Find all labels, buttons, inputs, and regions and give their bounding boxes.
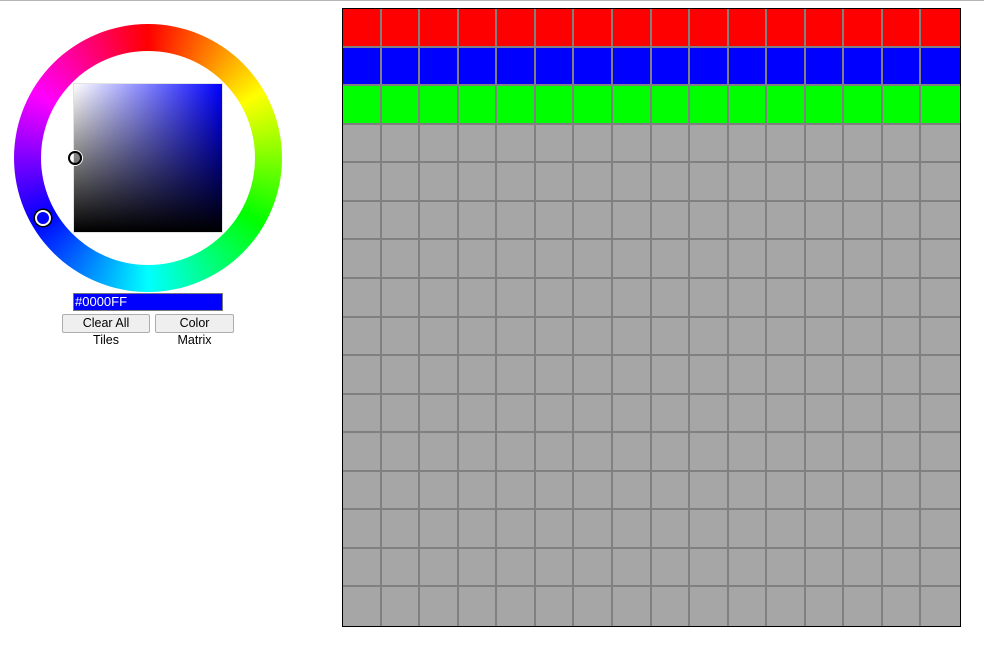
tile[interactable] (844, 48, 883, 87)
tile[interactable] (459, 395, 498, 434)
tile[interactable] (883, 48, 922, 87)
tile[interactable] (459, 163, 498, 202)
tile[interactable] (574, 86, 613, 125)
tile[interactable] (420, 163, 459, 202)
tile[interactable] (921, 587, 960, 626)
tile[interactable] (382, 587, 421, 626)
tile[interactable] (343, 125, 382, 164)
tile[interactable] (921, 86, 960, 125)
tile[interactable] (883, 433, 922, 472)
tile[interactable] (343, 9, 382, 48)
tile[interactable] (343, 433, 382, 472)
tile[interactable] (690, 125, 729, 164)
tile[interactable] (420, 9, 459, 48)
tile[interactable] (382, 48, 421, 87)
tile[interactable] (652, 202, 691, 241)
tile[interactable] (613, 163, 652, 202)
tile[interactable] (459, 510, 498, 549)
tile[interactable] (343, 163, 382, 202)
tile[interactable] (497, 318, 536, 357)
tile[interactable] (767, 318, 806, 357)
tile[interactable] (382, 279, 421, 318)
tile[interactable] (536, 125, 575, 164)
tile[interactable] (883, 202, 922, 241)
tile[interactable] (844, 356, 883, 395)
tile[interactable] (536, 279, 575, 318)
tile[interactable] (844, 125, 883, 164)
tile[interactable] (420, 48, 459, 87)
tile[interactable] (921, 472, 960, 511)
tile[interactable] (574, 202, 613, 241)
tile[interactable] (613, 549, 652, 588)
tile[interactable] (690, 395, 729, 434)
tile[interactable] (459, 279, 498, 318)
tile[interactable] (613, 240, 652, 279)
tile[interactable] (497, 433, 536, 472)
tile[interactable] (613, 318, 652, 357)
tile[interactable] (844, 86, 883, 125)
tile[interactable] (806, 240, 845, 279)
tile[interactable] (497, 279, 536, 318)
tile[interactable] (382, 240, 421, 279)
tile[interactable] (729, 279, 768, 318)
tile[interactable] (690, 318, 729, 357)
tile[interactable] (690, 356, 729, 395)
tile[interactable] (652, 356, 691, 395)
tile[interactable] (690, 48, 729, 87)
tile[interactable] (729, 549, 768, 588)
tile[interactable] (652, 472, 691, 511)
tile[interactable] (574, 433, 613, 472)
tile[interactable] (382, 395, 421, 434)
tile[interactable] (536, 318, 575, 357)
tile-grid (342, 8, 961, 627)
tile[interactable] (883, 510, 922, 549)
tile[interactable] (343, 395, 382, 434)
tile[interactable] (652, 318, 691, 357)
tile[interactable] (497, 9, 536, 48)
tile[interactable] (459, 472, 498, 511)
tile[interactable] (729, 125, 768, 164)
tile[interactable] (729, 395, 768, 434)
tile[interactable] (767, 395, 806, 434)
tile[interactable] (844, 202, 883, 241)
tile[interactable] (844, 587, 883, 626)
tile[interactable] (382, 549, 421, 588)
tile[interactable] (690, 86, 729, 125)
tile[interactable] (536, 587, 575, 626)
tile[interactable] (613, 472, 652, 511)
tile[interactable] (767, 279, 806, 318)
tile[interactable] (613, 395, 652, 434)
tile[interactable] (382, 86, 421, 125)
tile[interactable] (844, 549, 883, 588)
tile[interactable] (844, 395, 883, 434)
tile[interactable] (921, 318, 960, 357)
tile[interactable] (767, 86, 806, 125)
tile[interactable] (767, 125, 806, 164)
tile[interactable] (536, 356, 575, 395)
tile[interactable] (574, 510, 613, 549)
tile[interactable] (613, 125, 652, 164)
tile[interactable] (536, 48, 575, 87)
tile[interactable] (883, 163, 922, 202)
tile[interactable] (497, 86, 536, 125)
tile[interactable] (690, 587, 729, 626)
tile[interactable] (497, 472, 536, 511)
tile[interactable] (806, 395, 845, 434)
tile[interactable] (921, 125, 960, 164)
tile[interactable] (382, 433, 421, 472)
tile[interactable] (806, 472, 845, 511)
tile[interactable] (652, 86, 691, 125)
tile[interactable] (767, 356, 806, 395)
tile[interactable] (767, 472, 806, 511)
tile[interactable] (459, 240, 498, 279)
tile[interactable] (382, 510, 421, 549)
tile[interactable] (459, 433, 498, 472)
tile[interactable] (844, 279, 883, 318)
tile[interactable] (459, 86, 498, 125)
tile[interactable] (844, 472, 883, 511)
tile[interactable] (729, 472, 768, 511)
tile[interactable] (652, 549, 691, 588)
tile[interactable] (690, 510, 729, 549)
tile[interactable] (921, 356, 960, 395)
tile[interactable] (497, 202, 536, 241)
tile[interactable] (536, 86, 575, 125)
tile[interactable] (613, 510, 652, 549)
tile[interactable] (729, 510, 768, 549)
tile[interactable] (652, 433, 691, 472)
tile[interactable] (420, 472, 459, 511)
tile[interactable] (806, 86, 845, 125)
tile[interactable] (382, 163, 421, 202)
tile[interactable] (574, 356, 613, 395)
tile[interactable] (767, 202, 806, 241)
tile[interactable] (420, 510, 459, 549)
tile[interactable] (420, 587, 459, 626)
tile[interactable] (806, 279, 845, 318)
tile[interactable] (574, 395, 613, 434)
tile[interactable] (613, 356, 652, 395)
tile[interactable] (459, 587, 498, 626)
tile[interactable] (883, 587, 922, 626)
tile[interactable] (729, 202, 768, 241)
tile[interactable] (806, 549, 845, 588)
tile[interactable] (844, 510, 883, 549)
tile[interactable] (343, 510, 382, 549)
tile[interactable] (343, 472, 382, 511)
tile[interactable] (343, 48, 382, 87)
tile[interactable] (690, 163, 729, 202)
tile[interactable] (574, 125, 613, 164)
tile[interactable] (574, 587, 613, 626)
tile[interactable] (767, 48, 806, 87)
tile[interactable] (574, 279, 613, 318)
tile[interactable] (574, 163, 613, 202)
tile[interactable] (767, 240, 806, 279)
tile[interactable] (767, 163, 806, 202)
tile[interactable] (613, 587, 652, 626)
tile[interactable] (343, 240, 382, 279)
tile[interactable] (459, 9, 498, 48)
tile[interactable] (420, 549, 459, 588)
tile[interactable] (690, 472, 729, 511)
tile[interactable] (883, 472, 922, 511)
tile[interactable] (921, 240, 960, 279)
tile[interactable] (420, 356, 459, 395)
tile[interactable] (729, 86, 768, 125)
tile[interactable] (382, 318, 421, 357)
tile[interactable] (806, 587, 845, 626)
tile[interactable] (343, 202, 382, 241)
tile[interactable] (459, 202, 498, 241)
tile[interactable] (767, 549, 806, 588)
tile[interactable] (382, 9, 421, 48)
tile[interactable] (729, 48, 768, 87)
tile[interactable] (883, 240, 922, 279)
tile[interactable] (652, 395, 691, 434)
saturation-value-handle[interactable] (68, 151, 82, 165)
tile[interactable] (652, 240, 691, 279)
tile[interactable] (574, 9, 613, 48)
tile[interactable] (420, 433, 459, 472)
clear-all-tiles-button[interactable]: Clear All Tiles (62, 314, 150, 333)
tile[interactable] (729, 356, 768, 395)
tile[interactable] (574, 472, 613, 511)
tile[interactable] (767, 510, 806, 549)
tile[interactable] (536, 395, 575, 434)
color-picker (0, 0, 300, 347)
tile[interactable] (883, 395, 922, 434)
tile[interactable] (497, 549, 536, 588)
tile[interactable] (883, 125, 922, 164)
tile[interactable] (459, 125, 498, 164)
tile[interactable] (690, 202, 729, 241)
tile[interactable] (536, 163, 575, 202)
tile[interactable] (420, 86, 459, 125)
tile[interactable] (690, 433, 729, 472)
tile[interactable] (806, 163, 845, 202)
tile[interactable] (806, 510, 845, 549)
tile[interactable] (844, 163, 883, 202)
tile[interactable] (883, 318, 922, 357)
tile[interactable] (690, 9, 729, 48)
tile[interactable] (729, 240, 768, 279)
tile[interactable] (806, 125, 845, 164)
tile[interactable] (652, 9, 691, 48)
tile[interactable] (343, 318, 382, 357)
tile[interactable] (844, 318, 883, 357)
tile[interactable] (420, 279, 459, 318)
tile[interactable] (921, 510, 960, 549)
tile[interactable] (343, 549, 382, 588)
tile[interactable] (690, 240, 729, 279)
tile[interactable] (652, 587, 691, 626)
tile[interactable] (690, 279, 729, 318)
tile[interactable] (459, 549, 498, 588)
tile[interactable] (420, 240, 459, 279)
tile[interactable] (883, 86, 922, 125)
tile[interactable] (844, 433, 883, 472)
tile[interactable] (729, 163, 768, 202)
tile[interactable] (574, 318, 613, 357)
tile[interactable] (420, 125, 459, 164)
tile[interactable] (382, 472, 421, 511)
tile[interactable] (613, 433, 652, 472)
tile[interactable] (536, 433, 575, 472)
tile[interactable] (497, 510, 536, 549)
tile[interactable] (459, 318, 498, 357)
tile[interactable] (921, 48, 960, 87)
tile[interactable] (343, 356, 382, 395)
tile[interactable] (420, 202, 459, 241)
tile[interactable] (343, 86, 382, 125)
tile[interactable] (574, 240, 613, 279)
tile[interactable] (883, 9, 922, 48)
tile[interactable] (729, 587, 768, 626)
tile[interactable] (921, 395, 960, 434)
tile[interactable] (613, 86, 652, 125)
tile[interactable] (536, 549, 575, 588)
tile[interactable] (652, 279, 691, 318)
tile[interactable] (806, 433, 845, 472)
tile[interactable] (806, 48, 845, 87)
tile[interactable] (729, 433, 768, 472)
tile[interactable] (806, 9, 845, 48)
hex-color-input[interactable] (73, 293, 223, 311)
tile[interactable] (652, 163, 691, 202)
tile[interactable] (729, 318, 768, 357)
tile[interactable] (767, 433, 806, 472)
tile[interactable] (497, 125, 536, 164)
tile[interactable] (806, 202, 845, 241)
tile[interactable] (921, 279, 960, 318)
tile[interactable] (497, 356, 536, 395)
tile[interactable] (652, 48, 691, 87)
tile[interactable] (382, 125, 421, 164)
tile[interactable] (613, 279, 652, 318)
tile[interactable] (382, 356, 421, 395)
tile[interactable] (921, 9, 960, 48)
tile[interactable] (382, 202, 421, 241)
tile[interactable] (767, 9, 806, 48)
tile[interactable] (497, 163, 536, 202)
tile[interactable] (921, 202, 960, 241)
tile[interactable] (343, 279, 382, 318)
tile[interactable] (729, 9, 768, 48)
tile[interactable] (497, 395, 536, 434)
tile[interactable] (613, 202, 652, 241)
tile[interactable] (536, 240, 575, 279)
tile[interactable] (459, 48, 498, 87)
tile[interactable] (536, 202, 575, 241)
tile[interactable] (921, 549, 960, 588)
tile[interactable] (536, 510, 575, 549)
tile[interactable] (883, 279, 922, 318)
tile[interactable] (844, 9, 883, 48)
tile[interactable] (652, 125, 691, 164)
hue-selector-handle[interactable] (35, 210, 51, 226)
saturation-value-square[interactable] (74, 84, 222, 232)
tile[interactable] (459, 356, 498, 395)
tile[interactable] (497, 48, 536, 87)
tile[interactable] (574, 549, 613, 588)
tile[interactable] (613, 48, 652, 87)
tile[interactable] (420, 318, 459, 357)
tile[interactable] (806, 318, 845, 357)
tile[interactable] (690, 549, 729, 588)
tile[interactable] (497, 587, 536, 626)
tile[interactable] (806, 356, 845, 395)
tile[interactable] (921, 433, 960, 472)
tile[interactable] (497, 240, 536, 279)
tile[interactable] (652, 510, 691, 549)
tile[interactable] (844, 240, 883, 279)
tile[interactable] (536, 9, 575, 48)
tile[interactable] (613, 9, 652, 48)
tile[interactable] (536, 472, 575, 511)
tile[interactable] (343, 587, 382, 626)
tile[interactable] (767, 587, 806, 626)
color-matrix-button[interactable]: Color Matrix (155, 314, 234, 333)
tile[interactable] (883, 549, 922, 588)
tile[interactable] (420, 395, 459, 434)
tile[interactable] (883, 356, 922, 395)
tile[interactable] (574, 48, 613, 87)
tile[interactable] (921, 163, 960, 202)
